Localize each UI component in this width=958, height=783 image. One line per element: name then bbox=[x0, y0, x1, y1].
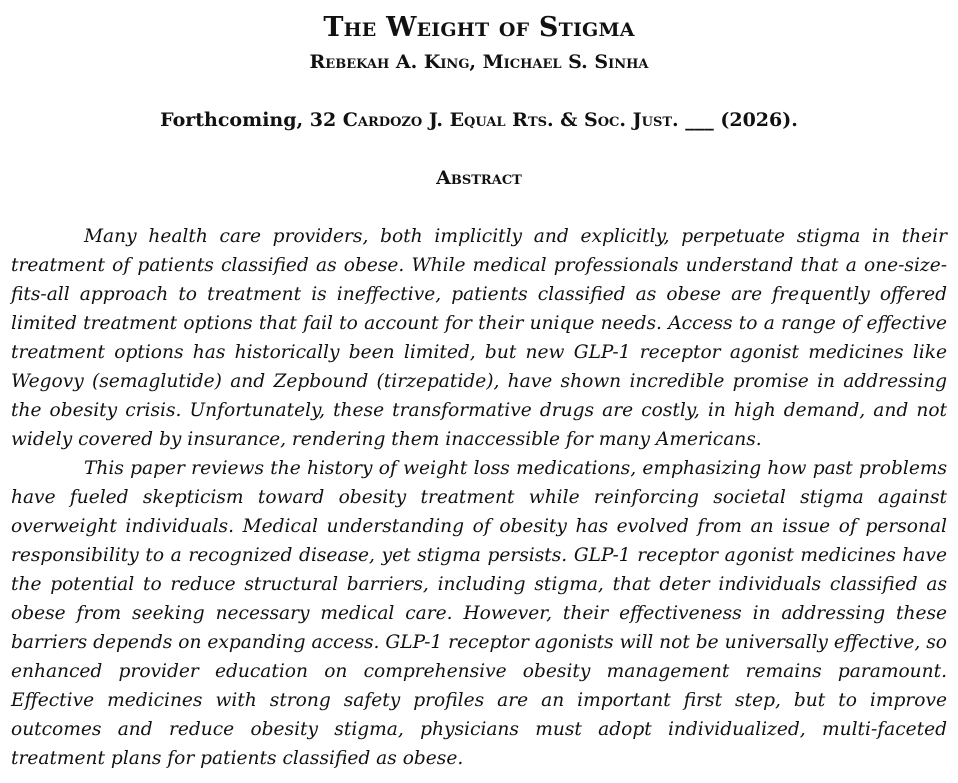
abstract-heading: Abstract bbox=[436, 167, 522, 189]
paper-citation bbox=[0, 108, 958, 132]
abstract-paragraph: Many health care providers, both implicitly and explicitly, perpetuate stigma in their treatment of patients classified as obese. While medical professionals understand that a one-size-fits-all approach to treatment is ineffective, patients classified as obese are frequently offered limited treatment options that fail to account for their unique needs. Access to a range of effective treatment options has historically been limited, but new GLP-1 receptor agonist medicines like Wegovy (semaglutide) and Zepbound (tirzepatide), have shown incredible promise in addressing the obesity crisis. Unfortunately, these transformative drugs are costly, in high demand, and not widely covered by insurance, rendering them inaccessible for many Americans. bbox=[11, 226, 947, 450]
paper-authors: Rebekah A. King, Michael S. Sinha bbox=[309, 51, 649, 73]
citation-prefix: Forthcoming, 32 bbox=[160, 109, 343, 131]
paper-title: The Weight of Stigma bbox=[323, 12, 635, 43]
citation-journal: Cardozo J. Equal Rts. & Soc. Just. bbox=[342, 109, 679, 131]
citation-suffix: ___ (2026). bbox=[678, 109, 798, 131]
abstract-paragraph: This paper reviews the history of weight loss medications, emphasizing how past problems have fueled skepticism toward obesity treatment while reinforcing societal stigma against overweight individuals. Medical understanding of obesity has evolved from an issue of personal responsibility to a recognized disease, yet stigma persists. GLP-1 receptor agonist medicines have the potential to reduce structural barriers, including stigma, that deter individuals classified as obese from seeking necessary medical care. However, their effectiveness in addressing these barriers depends on expanding access. GLP-1 receptor agonists will not be universally effective, so enhanced provider education on comprehensive obesity management remains paramount. Effective medicines with strong safety profiles are an important first step, but to improve outcomes and reduce obesity stigma, physicians must adopt individualized, multi-faceted treatment plans for patients classified as obese. bbox=[11, 458, 947, 769]
abstract-body bbox=[11, 222, 947, 773]
